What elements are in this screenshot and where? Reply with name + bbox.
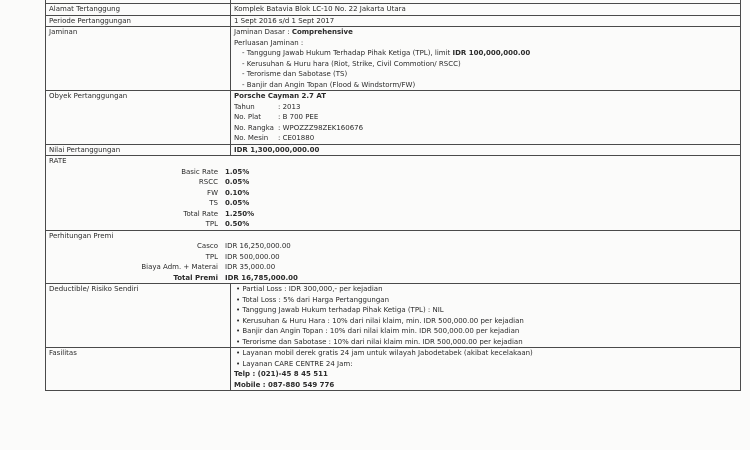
row-value-fasilitas	[231, 348, 741, 391]
vehicle-field-key: No. Mesin	[234, 134, 269, 142]
rate-value: 0.05%	[225, 178, 250, 186]
table-row-jaminan	[46, 27, 741, 91]
rate-key: TS	[209, 199, 218, 207]
vehicle-field-value: : 2013	[278, 102, 301, 111]
premi-value: IDR 16,250,000.00	[225, 242, 291, 250]
table-row-alamat	[46, 4, 741, 16]
row-label-rate: RATE	[49, 157, 67, 165]
vehicle-field-key: Tahun	[234, 102, 255, 111]
jaminan-item: - Kerusuhan & Huru hara (Riot, Strike, Civil Commotion/ RSCC)	[242, 59, 461, 68]
row-label-premi: Perhitungan Premi	[49, 231, 114, 240]
deductible-item: • Total Loss : 5% dari Harga Pertanggungan	[236, 295, 390, 304]
row-label-fasilitas: Fasilitas	[46, 348, 231, 391]
row-value-nilai: IDR 1,300,000,000.00	[231, 144, 741, 156]
table-row-periode	[46, 15, 741, 27]
table-row-rate	[46, 156, 741, 231]
premi-value: IDR 35,000.00	[225, 263, 276, 271]
vehicle-title: Porsche Cayman 2.7 AT	[234, 92, 327, 100]
rate-key: TPL	[205, 220, 218, 228]
table-row-fasilitas	[46, 348, 741, 391]
table-row-obyek	[46, 91, 741, 145]
deductible-item: • Partial Loss : IDR 300,000,- per kejadian	[236, 285, 383, 293]
vehicle-field-value: : B 700 PEE	[278, 113, 319, 121]
rate-value: 0.10%	[225, 188, 250, 197]
rate-key: FW	[207, 188, 218, 197]
fasilitas-item: • Layanan CARE CENTRE 24 Jam:	[236, 359, 353, 368]
row-value-periode: 1 Sept 2016 s/d 1 Sept 2017	[231, 15, 741, 27]
deductible-item: • Tanggung Jawab Hukum terhadap Pihak Ketiga (TPL) : NIL	[236, 306, 444, 314]
row-label-alamat: Alamat Tertanggung	[46, 4, 231, 16]
deductible-item: • Banjir dan Angin Topan : 10% dari nilai klaim min. IDR 500,000.00 per kejadian	[236, 327, 520, 335]
vehicle-field-value: : WPOZZZ98ZEK160676	[278, 123, 364, 132]
care-centre-telp: Telp : (021)-45 8 45 511	[234, 370, 328, 378]
premi-key: Biaya Adm. + Materai	[141, 263, 218, 271]
table-row-nilai	[46, 144, 741, 156]
deductible-item: • Terorisme dan Sabotase : 10% dari nilai klaim min. IDR 500,000.00 per kejadian	[236, 337, 523, 346]
premi-value: IDR 500,000.00	[225, 252, 280, 261]
rate-key: RSCC	[198, 178, 218, 186]
row-label-jaminan: Jaminan	[46, 27, 231, 91]
rate-value: 1.05%	[225, 167, 250, 176]
row-value-obyek	[231, 91, 741, 145]
row-label-obyek: Obyek Pertanggungan	[46, 91, 231, 145]
premi-total-value: IDR 16,785,000.00	[225, 273, 298, 282]
vehicle-field-value: : CE01880	[278, 134, 315, 142]
premi-key: TPL	[205, 252, 218, 261]
row-value-deductible	[231, 284, 741, 348]
premi-total-key: Total Premi	[173, 273, 218, 282]
row-label-deductible: Deductible/ Risiko Sendiri	[46, 284, 231, 348]
row-value-alamat: Komplek Batavia Blok LC-10 No. 22 Jakarta Utara	[231, 4, 741, 16]
perluasan-label: Perluasan Jaminan :	[234, 38, 304, 47]
jaminan-dasar: Jaminan Dasar : Comprehensive	[234, 28, 353, 36]
row-label-periode: Periode Pertanggungan	[46, 15, 231, 27]
rate-value: 1.250%	[225, 209, 255, 218]
row-value-jaminan	[231, 27, 741, 91]
row-label-nilai: Nilai Pertanggungan	[46, 144, 231, 156]
table-row-premi	[46, 230, 741, 284]
jaminan-item: - Banjir dan Angin Topan (Flood & Windstorm/FW)	[242, 80, 416, 89]
vehicle-field-key: No. Plat	[234, 113, 262, 121]
deductible-item: • Kerusuhan & Huru Hara : 10% dari nilai klaim, min. IDR 500,000.00 per kejadian	[236, 316, 524, 325]
table-row-deductible	[46, 284, 741, 348]
vehicle-field-key: No. Rangka	[234, 123, 274, 132]
policy-summary-table	[45, 0, 741, 391]
rate-value: 0.50%	[225, 220, 250, 228]
rate-key: Total Rate	[183, 209, 218, 218]
care-centre-mobile: Mobile : 087-880 549 776	[234, 380, 335, 389]
jaminan-item: - Terorisme dan Sabotase (TS)	[242, 70, 348, 78]
fasilitas-item: • Layanan mobil derek gratis 24 jam untuk wilayah Jabodetabek (akibat kecelakaan)	[236, 349, 533, 357]
jaminan-tpl: - Tanggung Jawab Hukum Terhadap Pihak Ketiga (TPL), limit IDR 100,000,000.00	[242, 49, 531, 57]
premi-key: Casco	[197, 242, 218, 250]
rate-key: Basic Rate	[181, 167, 218, 176]
rate-value: 0.05%	[225, 199, 250, 207]
